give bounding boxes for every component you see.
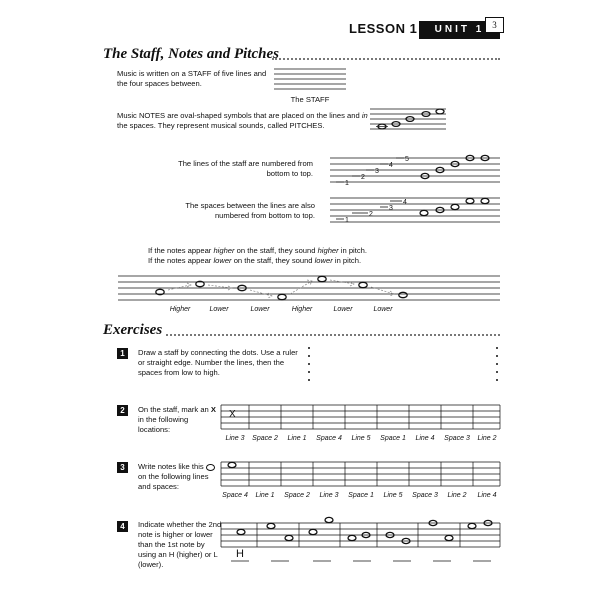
- exercise-number: 2: [117, 405, 128, 416]
- staff-location-label: Line 1: [255, 492, 275, 499]
- line-number: 1: [345, 180, 349, 187]
- exercise-4-staff: [221, 523, 500, 547]
- staff-location-label: Line 4: [415, 435, 435, 442]
- whole-notes: [156, 109, 492, 544]
- staff-location-label: Space 2: [252, 435, 278, 442]
- staff-location-label: Space 2: [284, 492, 310, 499]
- exercise-number: 1: [117, 348, 128, 359]
- direction-label: Lower: [209, 306, 229, 313]
- staff-location-label: Line 1: [287, 435, 307, 442]
- exercise-2-text: On the staff, mark an X in the following locations:: [138, 405, 216, 434]
- spaces-description: The spaces between the lines are also numbered from bottom to top.: [185, 201, 315, 220]
- notes-staff: [370, 109, 446, 129]
- staff-location-label: Line 2: [477, 435, 497, 442]
- direction-label: Higher: [169, 306, 191, 313]
- example-x-mark: X: [229, 409, 236, 420]
- example-answer: H: [236, 548, 244, 560]
- staff-location-label: Line 3: [319, 492, 339, 499]
- exercise-3-staff: [221, 462, 500, 486]
- exercise-number: 4: [117, 521, 128, 532]
- exercise-1-text: Draw a staff by connecting the dots. Use a ruler or straight edge. Number the lines, then the spaces from low to high.: [138, 348, 298, 377]
- section-title-exercises: Exercises: [103, 322, 163, 338]
- lines-staff: [330, 158, 500, 182]
- staff-location-label: Space 3: [412, 492, 438, 499]
- space-number: 3: [389, 205, 393, 212]
- lesson-label: LESSON 1: [349, 21, 418, 36]
- staff-location-label: Line 5: [351, 435, 371, 442]
- line-number: 2: [361, 174, 365, 181]
- staff-location-label: Line 2: [447, 492, 467, 499]
- direction-label: Lower: [373, 306, 393, 313]
- staff-description: Music is written on a STAFF of five lines and the four spaces between.: [117, 69, 267, 88]
- dot-columns: [308, 347, 498, 381]
- exercise-3-text: Write notes like this on the following lines and spaces:: [138, 462, 218, 492]
- direction-label: Higher: [291, 306, 313, 313]
- space-number: 4: [403, 199, 407, 206]
- lines-description: The lines of the staff are numbered from bottom to top.: [178, 159, 313, 178]
- exercise-number: 3: [117, 462, 128, 473]
- unit-label: UNIT 1: [419, 21, 500, 39]
- staff-caption: The STAFF: [290, 95, 330, 104]
- bar-lines: [221, 405, 500, 547]
- staff-example: [274, 69, 346, 89]
- staff-location-label: Line 3: [225, 435, 245, 442]
- pitch-rule-lower: If the notes appear lower on the staff, they sound lower in pitch.: [148, 256, 362, 265]
- staff-location-label: Line 4: [477, 492, 497, 499]
- staff-location-label: Space 4: [316, 435, 342, 442]
- space-number: 2: [369, 211, 373, 218]
- line-number: 4: [389, 162, 393, 169]
- line-number: 3: [375, 168, 379, 175]
- staff-location-label: Space 4: [222, 492, 248, 499]
- space-number-labels: [336, 199, 407, 224]
- exercise-2-staff: [221, 405, 500, 429]
- exercise-4-text: Indicate whether the 2nd note is higher or lower than the 1st note by using an H (higher) or L (lower).: [138, 520, 222, 569]
- space-number: 1: [345, 217, 349, 224]
- page-number: 3: [485, 17, 504, 33]
- staff-location-label: Space 3: [444, 435, 470, 442]
- notes-description: Music NOTES are oval-shaped symbols that are placed on the lines and in the spaces. They represent musical sounds, called PITCHES.: [117, 111, 368, 130]
- line-number: 5: [405, 156, 409, 163]
- direction-label: Lower: [333, 306, 353, 313]
- staff-location-label: Line 5: [383, 492, 403, 499]
- pitch-rule-higher: If the notes appear higher on the staff, they sound higher in pitch.: [148, 246, 367, 255]
- line-number-labels: [336, 156, 409, 187]
- section-title-staff: The Staff, Notes and Pitches: [103, 46, 279, 62]
- direction-label: Lower: [250, 306, 270, 313]
- staff-location-label: Space 1: [348, 492, 374, 499]
- staff-location-label: Space 1: [380, 435, 406, 442]
